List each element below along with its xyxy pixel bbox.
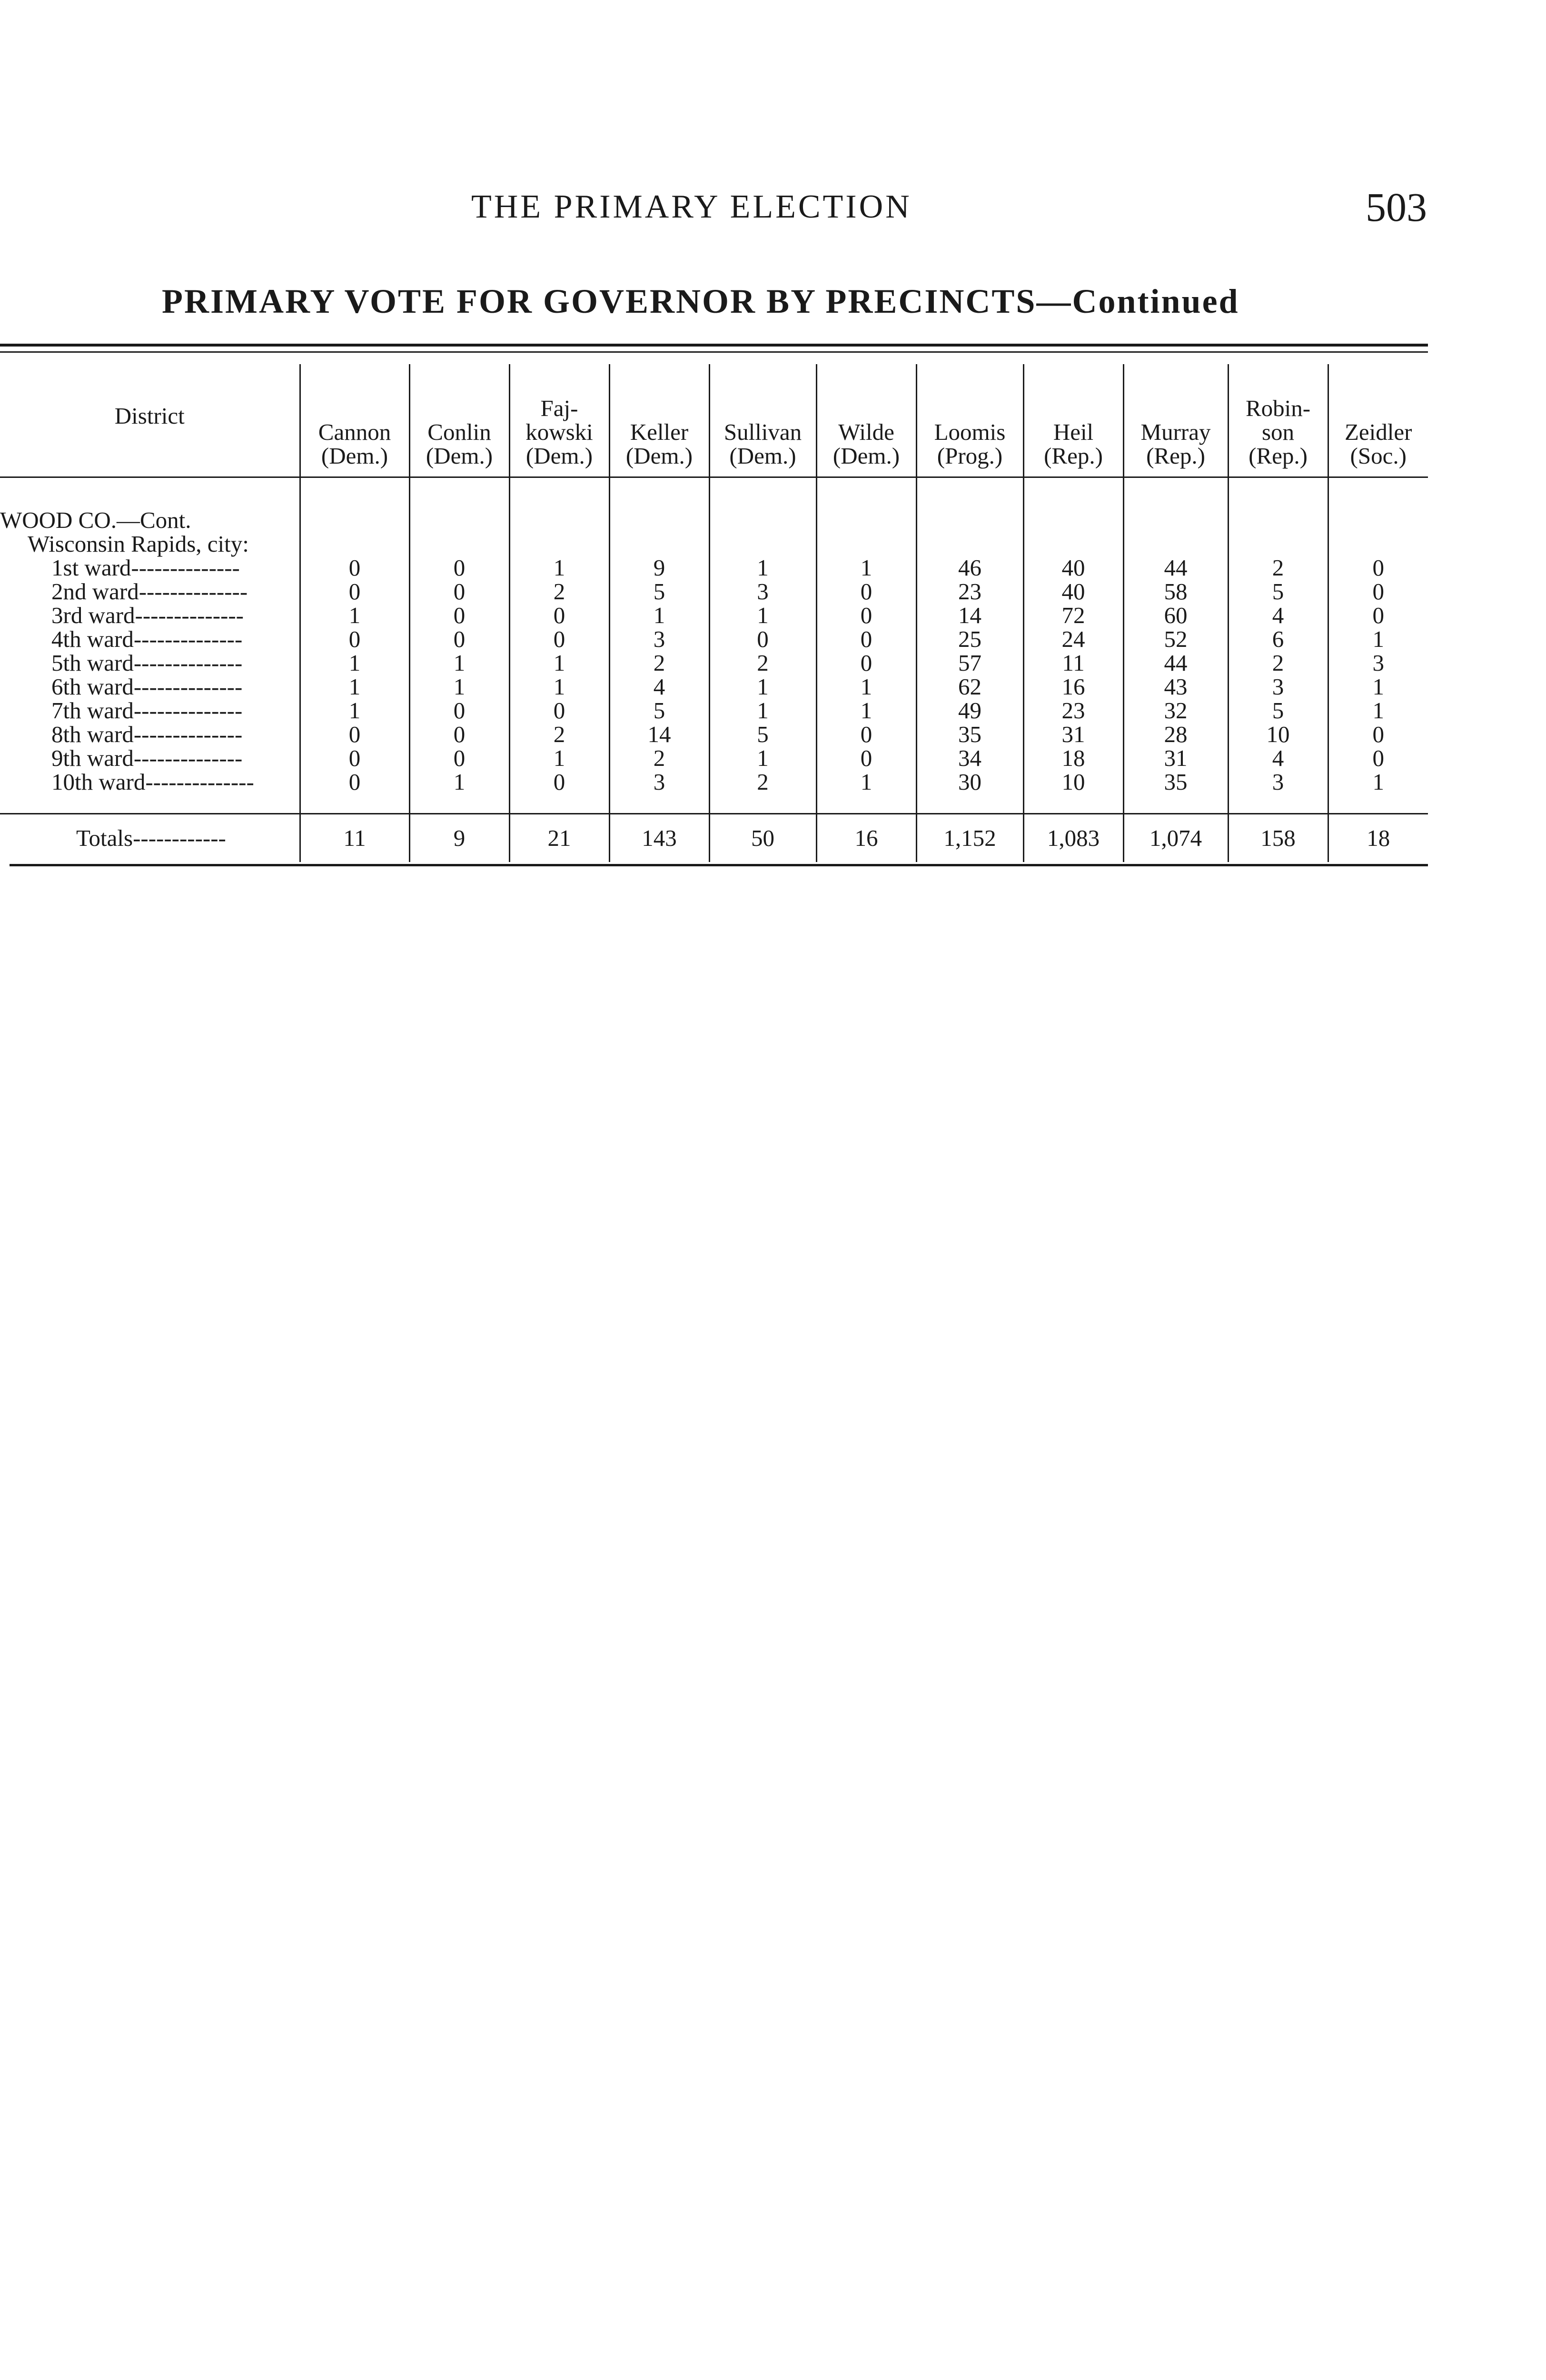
vote-cell: 143 bbox=[609, 814, 709, 863]
vote-cell: 2 bbox=[609, 746, 709, 770]
vote-cell: 2 bbox=[709, 770, 816, 794]
vote-cell: 0 bbox=[409, 699, 509, 723]
vote-cell: 0 bbox=[509, 627, 609, 651]
candidate-party: (Dem.) bbox=[625, 443, 693, 469]
column-header-murray bbox=[1123, 364, 1228, 477]
table-row bbox=[0, 770, 1428, 794]
table-row bbox=[0, 580, 1428, 604]
ward-label bbox=[0, 770, 300, 794]
table-row bbox=[0, 651, 1428, 675]
vote-cell: 0 bbox=[816, 746, 916, 770]
vote-cell: 1 bbox=[1328, 699, 1428, 723]
vote-cell: 5 bbox=[709, 723, 816, 746]
district-header: District bbox=[0, 364, 300, 477]
vote-cell: 57 bbox=[916, 651, 1023, 675]
vote-cell: 58 bbox=[1123, 580, 1228, 604]
county-row bbox=[0, 508, 1428, 532]
vote-cell: 40 bbox=[1023, 580, 1123, 604]
vote-cell: 1 bbox=[509, 746, 609, 770]
vote-cell: 31 bbox=[1123, 746, 1228, 770]
table-row bbox=[0, 699, 1428, 723]
vote-cell: 14 bbox=[916, 604, 1023, 627]
vote-cell: 1 bbox=[300, 651, 409, 675]
table-row bbox=[0, 675, 1428, 699]
dot-leader: -------------- bbox=[133, 746, 243, 770]
dot-leader: -------------- bbox=[145, 770, 254, 794]
ward-label bbox=[0, 746, 300, 770]
vote-cell: 44 bbox=[1123, 651, 1228, 675]
dot-leader: -------------- bbox=[133, 627, 243, 651]
vote-table bbox=[0, 364, 1428, 862]
running-head: THE PRIMARY ELECTION bbox=[471, 188, 912, 225]
vote-cell: 158 bbox=[1228, 814, 1328, 863]
vote-cell: 0 bbox=[816, 723, 916, 746]
vote-cell: 4 bbox=[609, 675, 709, 699]
row-label: 9th ward bbox=[51, 745, 134, 771]
vote-cell: 60 bbox=[1123, 604, 1228, 627]
vote-cell: 23 bbox=[916, 580, 1023, 604]
table-row bbox=[0, 604, 1428, 627]
ward-label bbox=[0, 675, 300, 699]
vote-cell: 1 bbox=[1328, 627, 1428, 651]
column-header-cannon bbox=[300, 364, 409, 477]
column-header-keller bbox=[609, 364, 709, 477]
row-label: 3rd ward bbox=[51, 602, 135, 628]
vote-cell: 2 bbox=[609, 651, 709, 675]
column-header-wilde bbox=[816, 364, 916, 477]
column-header-sullivan bbox=[709, 364, 816, 477]
vote-cell: 0 bbox=[409, 604, 509, 627]
vote-cell: 3 bbox=[709, 580, 816, 604]
vote-cell: 0 bbox=[409, 556, 509, 580]
vote-cell: 43 bbox=[1123, 675, 1228, 699]
vote-cell: 35 bbox=[916, 723, 1023, 746]
row-label: 8th ward bbox=[51, 721, 134, 747]
ward-label bbox=[0, 580, 300, 604]
vote-cell: 1 bbox=[300, 604, 409, 627]
ward-label bbox=[0, 627, 300, 651]
vote-cell: 1,152 bbox=[916, 814, 1023, 863]
vote-cell: 0 bbox=[300, 723, 409, 746]
dot-leader: -------------- bbox=[133, 675, 243, 699]
candidate-party: (Prog.) bbox=[937, 443, 1003, 469]
vote-cell: 0 bbox=[1328, 604, 1428, 627]
dot-leader: -------------- bbox=[131, 556, 240, 580]
candidate-name: Heil bbox=[1053, 419, 1094, 445]
dot-leader: -------------- bbox=[133, 651, 243, 675]
column-header-robinson bbox=[1228, 364, 1328, 477]
vote-cell: 2 bbox=[709, 651, 816, 675]
vote-cell: 1 bbox=[816, 556, 916, 580]
vote-cell: 52 bbox=[1123, 627, 1228, 651]
header-row bbox=[0, 364, 1428, 477]
candidate-name: Wilde bbox=[838, 419, 894, 445]
ward-label bbox=[0, 699, 300, 723]
candidate-name: Sullivan bbox=[723, 419, 802, 445]
candidate-party: (Rep.) bbox=[1249, 443, 1308, 469]
vote-cell: 1 bbox=[509, 675, 609, 699]
vote-cell: 1 bbox=[709, 746, 816, 770]
vote-cell: 1 bbox=[409, 675, 509, 699]
vote-cell: 40 bbox=[1023, 556, 1123, 580]
vote-cell: 0 bbox=[409, 746, 509, 770]
candidate-name: Cannon bbox=[318, 419, 391, 445]
vote-cell: 25 bbox=[916, 627, 1023, 651]
candidate-name-cont: kowski bbox=[525, 419, 593, 445]
vote-cell: 35 bbox=[1123, 770, 1228, 794]
vote-cell: 0 bbox=[816, 580, 916, 604]
vote-cell: 2 bbox=[1228, 556, 1328, 580]
vote-cell: 0 bbox=[1328, 723, 1428, 746]
column-header-conlin bbox=[409, 364, 509, 477]
candidate-name: Loomis bbox=[934, 419, 1006, 445]
vote-cell: 1 bbox=[300, 675, 409, 699]
vote-cell: 31 bbox=[1023, 723, 1123, 746]
ward-label bbox=[0, 556, 300, 580]
vote-cell: 1 bbox=[1328, 675, 1428, 699]
vote-cell: 0 bbox=[300, 770, 409, 794]
ward-label bbox=[0, 651, 300, 675]
vote-cell: 11 bbox=[1023, 651, 1123, 675]
row-label: 2nd ward bbox=[51, 578, 139, 605]
vote-cell: 1 bbox=[509, 651, 609, 675]
vote-cell: 2 bbox=[509, 723, 609, 746]
dot-leader: -------------- bbox=[139, 580, 248, 604]
ward-label bbox=[0, 723, 300, 746]
table-row bbox=[0, 556, 1428, 580]
vote-cell: 44 bbox=[1123, 556, 1228, 580]
vote-cell: 3 bbox=[1228, 770, 1328, 794]
table-row bbox=[0, 746, 1428, 770]
candidate-party: (Dem.) bbox=[832, 443, 900, 469]
ward-label bbox=[0, 604, 300, 627]
vote-cell: 1 bbox=[816, 675, 916, 699]
table-title: PRIMARY VOTE FOR GOVERNOR BY PRECINCTS—Continued bbox=[162, 282, 1239, 320]
vote-cell: 3 bbox=[609, 770, 709, 794]
vote-cell: 1 bbox=[709, 675, 816, 699]
row-label: 10th ward bbox=[51, 769, 146, 795]
vote-cell: 1 bbox=[709, 699, 816, 723]
candidate-party: (Rep.) bbox=[1146, 443, 1205, 469]
column-header-heil bbox=[1023, 364, 1123, 477]
top-rule-thin bbox=[0, 351, 1428, 353]
vote-cell: 30 bbox=[916, 770, 1023, 794]
vote-cell: 34 bbox=[916, 746, 1023, 770]
row-label: 4th ward bbox=[51, 626, 134, 652]
candidate-party: (Dem.) bbox=[426, 443, 493, 469]
vote-cell: 0 bbox=[300, 556, 409, 580]
vote-cell: 16 bbox=[816, 814, 916, 863]
vote-cell: 9 bbox=[609, 556, 709, 580]
vote-cell: 1 bbox=[816, 699, 916, 723]
dot-leader: -------------- bbox=[133, 723, 243, 746]
vote-cell: 62 bbox=[916, 675, 1023, 699]
county-label: WOOD CO.—Cont. bbox=[0, 507, 191, 533]
vote-cell: 1 bbox=[609, 604, 709, 627]
vote-cell: 1 bbox=[816, 770, 916, 794]
vote-cell: 5 bbox=[609, 699, 709, 723]
vote-cell: 9 bbox=[409, 814, 509, 863]
vote-cell: 5 bbox=[609, 580, 709, 604]
vote-cell: 1,083 bbox=[1023, 814, 1123, 863]
column-header-fajkowski bbox=[509, 364, 609, 477]
city-row bbox=[0, 532, 1428, 556]
vote-cell: 0 bbox=[409, 627, 509, 651]
candidate-party: (Rep.) bbox=[1044, 443, 1103, 469]
candidate-party: (Dem.) bbox=[729, 443, 796, 469]
vote-cell: 0 bbox=[1328, 580, 1428, 604]
dot-leader: ------------ bbox=[133, 826, 226, 850]
vote-cell: 11 bbox=[300, 814, 409, 863]
vote-cell: 1 bbox=[709, 556, 816, 580]
table-row bbox=[0, 627, 1428, 651]
column-header-loomis bbox=[916, 364, 1023, 477]
vote-cell: 2 bbox=[1228, 651, 1328, 675]
vote-cell: 24 bbox=[1023, 627, 1123, 651]
vote-cell: 49 bbox=[916, 699, 1023, 723]
row-label: 7th ward bbox=[51, 697, 134, 724]
vote-cell: 0 bbox=[300, 627, 409, 651]
vote-cell: 3 bbox=[1228, 675, 1328, 699]
vote-cell: 6 bbox=[1228, 627, 1328, 651]
column-header-zeidler bbox=[1328, 364, 1428, 477]
vote-cell: 0 bbox=[709, 627, 816, 651]
city-label: Wisconsin Rapids, city: bbox=[28, 531, 249, 557]
candidate-name: Murray bbox=[1140, 419, 1211, 445]
candidate-name: Robin- bbox=[1245, 395, 1311, 421]
row-label: 1st ward bbox=[51, 555, 131, 581]
vote-cell: 2 bbox=[509, 580, 609, 604]
vote-cell: 5 bbox=[1228, 580, 1328, 604]
vote-cell: 10 bbox=[1228, 723, 1328, 746]
vote-cell: 10 bbox=[1023, 770, 1123, 794]
vote-cell: 0 bbox=[509, 604, 609, 627]
page-number: 503 bbox=[1366, 184, 1427, 230]
totals-label bbox=[0, 814, 300, 863]
vote-cell: 0 bbox=[509, 699, 609, 723]
vote-cell: 1 bbox=[409, 770, 509, 794]
candidate-name: Faj- bbox=[540, 395, 578, 421]
vote-cell: 50 bbox=[709, 814, 816, 863]
totals-row bbox=[0, 814, 1428, 863]
top-rule bbox=[0, 344, 1428, 347]
row-label: 5th ward bbox=[51, 650, 134, 676]
spacer-row bbox=[0, 477, 1428, 509]
vote-cell: 0 bbox=[409, 580, 509, 604]
vote-cell: 18 bbox=[1328, 814, 1428, 863]
candidate-party: (Dem.) bbox=[525, 443, 593, 469]
vote-cell: 1 bbox=[509, 556, 609, 580]
vote-cell: 1 bbox=[1328, 770, 1428, 794]
table-row bbox=[0, 723, 1428, 746]
vote-cell: 21 bbox=[509, 814, 609, 863]
vote-cell: 14 bbox=[609, 723, 709, 746]
vote-cell: 1 bbox=[709, 604, 816, 627]
vote-cell: 32 bbox=[1123, 699, 1228, 723]
vote-cell: 3 bbox=[1328, 651, 1428, 675]
vote-cell: 72 bbox=[1023, 604, 1123, 627]
vote-cell: 3 bbox=[609, 627, 709, 651]
dot-leader: -------------- bbox=[133, 699, 243, 723]
vote-cell: 5 bbox=[1228, 699, 1328, 723]
row-label: 6th ward bbox=[51, 674, 134, 700]
vote-cell: 0 bbox=[1328, 746, 1428, 770]
vote-cell: 1 bbox=[409, 651, 509, 675]
vote-cell: 18 bbox=[1023, 746, 1123, 770]
candidate-name: Zeidler bbox=[1345, 419, 1412, 445]
vote-cell: 0 bbox=[300, 746, 409, 770]
bottom-rule bbox=[10, 864, 1428, 866]
spacer-row bbox=[0, 794, 1428, 814]
vote-cell: 4 bbox=[1228, 604, 1328, 627]
candidate-name: Conlin bbox=[427, 419, 491, 445]
vote-cell: 0 bbox=[409, 723, 509, 746]
candidate-name: Keller bbox=[630, 419, 689, 445]
vote-cell: 0 bbox=[816, 651, 916, 675]
vote-cell: 0 bbox=[300, 580, 409, 604]
vote-cell: 0 bbox=[816, 604, 916, 627]
vote-cell: 0 bbox=[816, 627, 916, 651]
vote-cell: 16 bbox=[1023, 675, 1123, 699]
vote-cell: 23 bbox=[1023, 699, 1123, 723]
vote-cell: 0 bbox=[1328, 556, 1428, 580]
candidate-party: (Soc.) bbox=[1350, 443, 1407, 469]
vote-cell: 4 bbox=[1228, 746, 1328, 770]
vote-cell: 1 bbox=[300, 699, 409, 723]
vote-cell: 46 bbox=[916, 556, 1023, 580]
vote-cell: 28 bbox=[1123, 723, 1228, 746]
row-label: Totals bbox=[76, 825, 133, 851]
vote-cell: 0 bbox=[509, 770, 609, 794]
candidate-party: (Dem.) bbox=[321, 443, 388, 469]
candidate-name-cont: son bbox=[1261, 419, 1295, 445]
dot-leader: -------------- bbox=[135, 604, 244, 627]
vote-cell: 1,074 bbox=[1123, 814, 1228, 863]
